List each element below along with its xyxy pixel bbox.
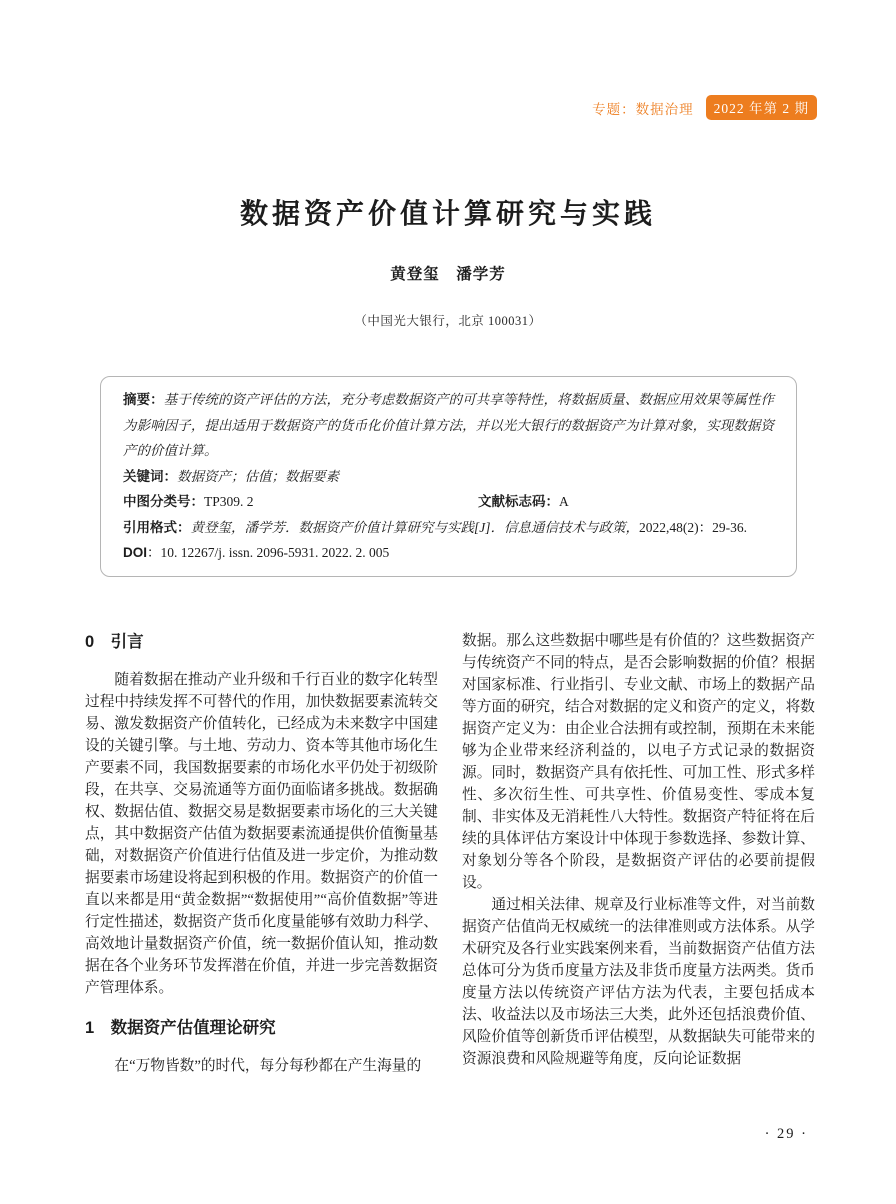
section-heading-intro: 0 引言	[85, 633, 144, 651]
right-column	[462, 630, 815, 1077]
topic-label: 专题：数据治理	[592, 101, 694, 117]
abstract-text: 基于传统的资产评估的方法，充分考虑数据资产的可共享等特性，将数据质量、数据应用效果等属性作为影响因子，提出适用于数据资产的货币化价值计算方法，并以光大银行的数据资产为计算对象，实现数据资产的价值计算。	[123, 392, 775, 458]
authors-line: 黄登玺 潘学芳	[390, 266, 506, 283]
doc-code-value: A	[559, 494, 569, 509]
left-column	[85, 630, 438, 1077]
classification-line	[123, 489, 774, 515]
doc-code-label: 文献标志码：	[478, 494, 559, 509]
intro-paragraph: 随着数据在推动产业升级和千行百业的数字化转型过程中持续发挥不可替代的作用，加快数据要素流转交易、激发数据资产价值转化，已经成为未来数字中国建设的关键引擎。与土地、劳动力、资本等其他市场化生产要素不同，我国数据要素的市场化水平仍处于初级阶段，在共享、交易流通等方面仍面临诸多挑战。数据确权、数据估值、数据交易是数据要素市场化的三大关键点，其中数据资产估值为数据要素流通提供价值衡量基础，对数据资产价值进行估值及进一步定价，为推动数据要素市场建设将起到积极的作用。数据资产的价值一直以来都是用“黄金数据”“数据使用”“高价值数据”等进行定性描述，数据资产货币化度量能够有效助力科学、高效地计量数据资产价值，统一数据价值认知，推动数据在各个业务环节发挥潜在价值，并进一步完善数据资产管理体系。	[85, 672, 438, 996]
keywords-line	[123, 464, 774, 490]
abstract-box	[100, 376, 797, 577]
doi-line	[123, 540, 774, 566]
section-heading-theory: 1 数据资产估值理论研究	[85, 1019, 276, 1037]
theory-paragraph-start: 在“万物皆数”的时代，每分每秒都在产生海量的	[114, 1058, 422, 1074]
page-header	[592, 95, 817, 120]
affiliation-line: （中国光大银行，北京 100031）	[354, 314, 542, 328]
citation-label: 引用格式：	[123, 519, 191, 535]
abstract-label: 摘要：	[123, 392, 164, 407]
theory-paragraph-continued: 数据。那么这些数据中哪些是有价值的？这些数据资产与传统资产不同的特点，是否会影响数据的价值？根据对国家标准、行业指引、专业文献、市场上的数据产品等方面的研究，结合对数据的定义和资产的定义，将数据资产定义为：由企业合法拥有或控制，预期在未来能够为企业带来经济利益的，以电子方式记录的数据资源。同时，数据资产具有依托性、可加工性、形式多样性、多次衍生性、可共享性、价值易变性、零成本复制、非实体及无消耗性八大特性。数据资产特征将在后续的具体评估方案设计中体现于参数选择、参数计算、对象划分等各个阶段，是数据资产评估的必要前提假设。	[462, 633, 815, 891]
valuation-methods-paragraph: 通过相关法律、规章及行业标准等文件，对当前数据资产估值尚无权威统一的法律准则或方法体系。从学术研究及各行业实践案例来看，当前数据资产估值方法总体可分为货币度量方法及非货币度量方法两类。货币度量方法以传统资产评估方法为代表，主要包括成本法、收益法以及市场法三大类，此外还包括浪费价值、风险价值等创新货币评估模型，从数据缺失可能带来的资源浪费和风险规避等角度，反向论证数据	[462, 897, 815, 1067]
keywords-label: 关键词：	[123, 468, 177, 484]
clc-value: TP309. 2	[204, 494, 254, 509]
abstract-paragraph	[123, 387, 774, 464]
body-columns	[85, 630, 815, 1077]
clc-label: 中图分类号：	[123, 494, 204, 509]
citation-numbers: 2022,48(2)：29-36.	[639, 519, 747, 535]
doc-code-group	[478, 489, 569, 515]
citation-text: 黄登玺，潘学芳．数据资产价值计算研究与实践[J]．信息通信技术与政策，	[190, 519, 639, 535]
clc-group	[123, 489, 478, 515]
doi-value: ：10. 12267/j. issn. 2096-5931. 2022. 2. 005	[147, 545, 390, 560]
page-number: · 29 ·	[764, 1126, 808, 1142]
doi-label: DOI	[123, 545, 148, 560]
keywords-text: 数据资产；估值；数据要素	[177, 468, 339, 484]
issue-badge: 2022 年第 2 期	[706, 95, 817, 120]
citation-line	[123, 515, 774, 541]
article-title: 数据资产价值计算研究与实践	[239, 199, 656, 230]
